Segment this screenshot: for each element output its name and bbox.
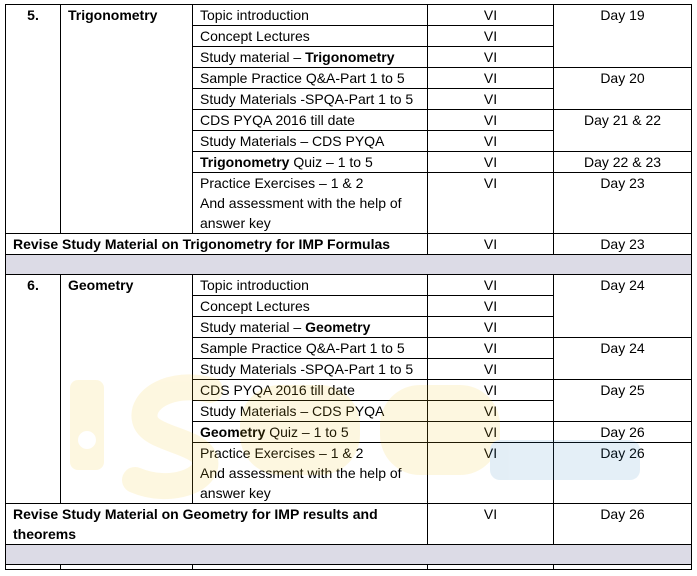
separator-cell bbox=[6, 545, 692, 565]
activity-cell bbox=[193, 5, 428, 26]
next-section-cell bbox=[61, 565, 193, 570]
activity-cell bbox=[193, 422, 428, 443]
activity-note: And assessment with the help of answer key bbox=[200, 465, 402, 501]
activity-cell bbox=[193, 47, 428, 68]
subject-cell: VI bbox=[428, 422, 554, 443]
activity-text bbox=[200, 380, 420, 400]
activity-label: Sample Practice Q&A-Part 1 to 5 bbox=[200, 340, 405, 356]
activity-cell bbox=[193, 359, 428, 380]
activity-label-suffix: Quiz – 1 to 5 bbox=[265, 424, 349, 440]
day-cell: Day 24 bbox=[554, 275, 692, 338]
activity-cell bbox=[193, 338, 428, 359]
subject-cell: VI bbox=[428, 275, 554, 296]
day-cell: Day 19 bbox=[554, 5, 692, 68]
activity-label: Sample Practice Q&A-Part 1 to 5 bbox=[200, 70, 405, 86]
subject-cell: VI bbox=[428, 317, 554, 338]
study-plan-body bbox=[6, 5, 692, 570]
subject-cell: VI bbox=[428, 110, 554, 131]
activity-cell bbox=[193, 317, 428, 338]
subject-cell: VI bbox=[428, 131, 554, 152]
activity-cell bbox=[193, 401, 428, 422]
subject-cell: VI bbox=[428, 401, 554, 422]
section-topic: Trigonometry bbox=[61, 5, 193, 234]
activity-text bbox=[200, 443, 420, 463]
revise-day: Day 26 bbox=[554, 504, 692, 545]
activity-text bbox=[200, 401, 420, 421]
subject-cell: VI bbox=[428, 26, 554, 47]
subject-cell: VI bbox=[428, 152, 554, 173]
section-number: 6. bbox=[6, 275, 61, 504]
activity-text bbox=[200, 110, 420, 130]
activity-cell bbox=[193, 131, 428, 152]
day-cell: Day 22 & 23 bbox=[554, 152, 692, 173]
activity-cell bbox=[193, 443, 428, 504]
subject-cell: VI bbox=[428, 47, 554, 68]
activity-label-suffix: Quiz – 1 to 5 bbox=[289, 154, 373, 170]
activity-text bbox=[200, 68, 420, 88]
activity-note: And assessment with the help of answer key bbox=[200, 195, 402, 231]
activity-label: Concept Lectures bbox=[200, 298, 310, 314]
subject-cell: VI bbox=[428, 296, 554, 317]
activity-label: Study Materials – CDS PYQA bbox=[200, 133, 385, 149]
activity-cell bbox=[193, 275, 428, 296]
activity-cell bbox=[193, 296, 428, 317]
activity-text bbox=[200, 173, 420, 193]
activity-label: Topic introduction bbox=[200, 277, 309, 293]
activity-label: Concept Lectures bbox=[200, 28, 310, 44]
day-cell: Day 20 bbox=[554, 68, 692, 110]
activity-label: Practice Exercises – 1 & 2 bbox=[200, 445, 364, 461]
activity-text bbox=[200, 131, 420, 151]
activity-text bbox=[200, 422, 420, 442]
section-topic: Geometry bbox=[61, 275, 193, 504]
next-section-cell bbox=[193, 565, 428, 570]
activity-text bbox=[200, 26, 420, 46]
study-plan-table bbox=[5, 4, 692, 570]
activity-label: Topic introduction bbox=[200, 7, 309, 23]
day-cell: Day 24 bbox=[554, 338, 692, 380]
subject-cell: VI bbox=[428, 68, 554, 89]
next-section-cell bbox=[554, 565, 692, 570]
activity-cell bbox=[193, 110, 428, 131]
revise-row bbox=[6, 504, 692, 545]
day-cell: Day 26 bbox=[554, 422, 692, 443]
activity-text bbox=[200, 317, 420, 337]
revise-row bbox=[6, 234, 692, 255]
activity-cell bbox=[193, 89, 428, 110]
section-separator bbox=[6, 255, 692, 275]
subject-cell: VI bbox=[428, 359, 554, 380]
revise-subject: VI bbox=[428, 504, 554, 545]
activity-text bbox=[200, 89, 420, 109]
revise-subject: VI bbox=[428, 234, 554, 255]
subject-cell: VI bbox=[428, 380, 554, 401]
activity-cell bbox=[193, 68, 428, 89]
activity-label: CDS PYQA 2016 till date bbox=[200, 382, 355, 398]
activity-label: Practice Exercises – 1 & 2 bbox=[200, 175, 364, 191]
activity-cell bbox=[193, 26, 428, 47]
activity-label: Study material – bbox=[200, 49, 306, 65]
activity-text bbox=[200, 359, 420, 379]
subject-cell: VI bbox=[428, 89, 554, 110]
day-cell: Day 23 bbox=[554, 173, 692, 234]
activity-text bbox=[200, 275, 420, 295]
separator-cell bbox=[6, 255, 692, 275]
subject-cell: VI bbox=[428, 5, 554, 26]
day-cell: Day 21 & 22 bbox=[554, 110, 692, 152]
activity-label: CDS PYQA 2016 till date bbox=[200, 112, 355, 128]
revise-day: Day 23 bbox=[554, 234, 692, 255]
activity-cell bbox=[193, 173, 428, 234]
activity-label: Study material – bbox=[200, 319, 306, 335]
activity-bold-label: Geometry bbox=[200, 424, 266, 440]
subject-cell: VI bbox=[428, 338, 554, 359]
next-section-cell bbox=[428, 565, 554, 570]
subject-cell: VI bbox=[428, 173, 554, 234]
activity-text bbox=[200, 5, 420, 25]
revise-text: Revise Study Material on Geometry for IMP results and theorems bbox=[6, 504, 428, 545]
next-section-cell bbox=[6, 565, 61, 570]
activity-text bbox=[200, 47, 420, 67]
activity-text bbox=[200, 152, 420, 172]
section-separator bbox=[6, 545, 692, 565]
section-number: 5. bbox=[6, 5, 61, 234]
table-row bbox=[6, 275, 692, 296]
activity-label: Study Materials – CDS PYQA bbox=[200, 403, 385, 419]
day-cell: Day 25 bbox=[554, 380, 692, 422]
day-cell: Day 26 bbox=[554, 443, 692, 504]
activity-bold-label: Trigonometry bbox=[305, 49, 395, 65]
activity-label: Study Materials -SPQA-Part 1 to 5 bbox=[200, 361, 414, 377]
next-section-row bbox=[6, 565, 692, 570]
activity-cell bbox=[193, 152, 428, 173]
activity-label: Study Materials -SPQA-Part 1 to 5 bbox=[200, 91, 414, 107]
activity-text bbox=[200, 338, 420, 358]
table-row bbox=[6, 5, 692, 26]
activity-cell bbox=[193, 380, 428, 401]
subject-cell: VI bbox=[428, 443, 554, 504]
activity-bold-label: Geometry bbox=[305, 319, 371, 335]
activity-bold-label: Trigonometry bbox=[200, 154, 290, 170]
revise-text: Revise Study Material on Trigonometry for IMP Formulas bbox=[6, 234, 428, 255]
activity-text bbox=[200, 296, 420, 316]
